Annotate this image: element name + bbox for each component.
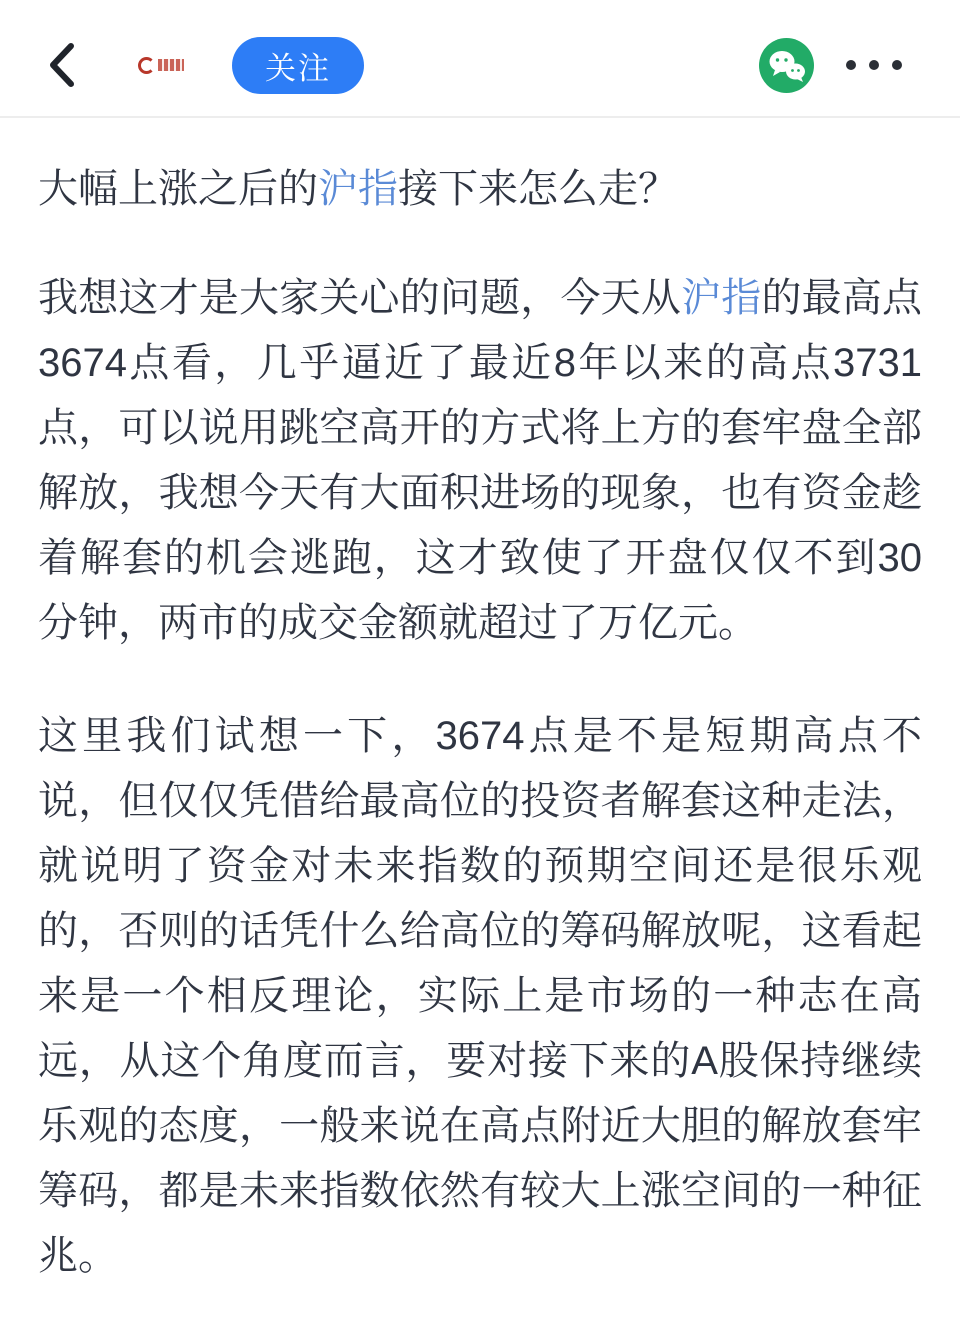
publisher-logo[interactable] (138, 53, 184, 77)
wechat-bubbles-icon (759, 38, 814, 93)
ellipsis-icon (892, 60, 902, 70)
title-stock-link[interactable]: 沪指 (318, 167, 398, 211)
chevron-left-icon (46, 42, 76, 88)
paragraph-text: 的最高点3674点看，几乎逼近了最近8年以来的高点3731点，可以说用跳空高开的方式将上方的套牢盘全部解放，我想今天有大面积进场的现象，也有资金趁着解套的机会逃跑，这才致使了开盘仅仅不到30分钟，两市的成交金额就超过了万亿元。 (38, 276, 923, 645)
article-body (0, 160, 960, 1329)
more-menu-button[interactable] (846, 38, 902, 93)
wechat-icon[interactable] (759, 38, 814, 93)
top-bar (0, 0, 960, 118)
publisher-logo-text-mark (158, 59, 184, 71)
paragraph-stock-link[interactable]: 沪指 (681, 276, 762, 320)
title-text: 接下来怎么走？ (398, 167, 678, 211)
ellipsis-icon (846, 60, 856, 70)
follow-button[interactable]: 关注 (232, 37, 364, 94)
paragraph-text: 我想这才是大家关心的问题，今天从 (38, 276, 682, 320)
ellipsis-icon (869, 60, 879, 70)
title-text: 大幅上涨之后的 (38, 167, 318, 211)
paragraph-1 (38, 266, 922, 656)
back-button[interactable] (46, 42, 78, 88)
publisher-logo-icon (138, 57, 155, 74)
paragraph-text: 这里我们试想一下，3674点是不是短期高点不说，但仅仅凭借给最高位的投资者解套这种走法，就说明了资金对未来指数的预期空间还是很乐观的，否则的话凭什么给高位的筹码解放呢，这看起来是一个相反理论，实际上是市场的一种志在高远，从这个角度而言，要对接下来的A股保持继续乐观的态度，一般来说在高点附近大胆的解放套牢筹码，都是未来指数依然有较大上涨空间的一种征兆。 (38, 714, 922, 1278)
paragraph-2 (38, 704, 922, 1289)
article-title (38, 160, 922, 218)
